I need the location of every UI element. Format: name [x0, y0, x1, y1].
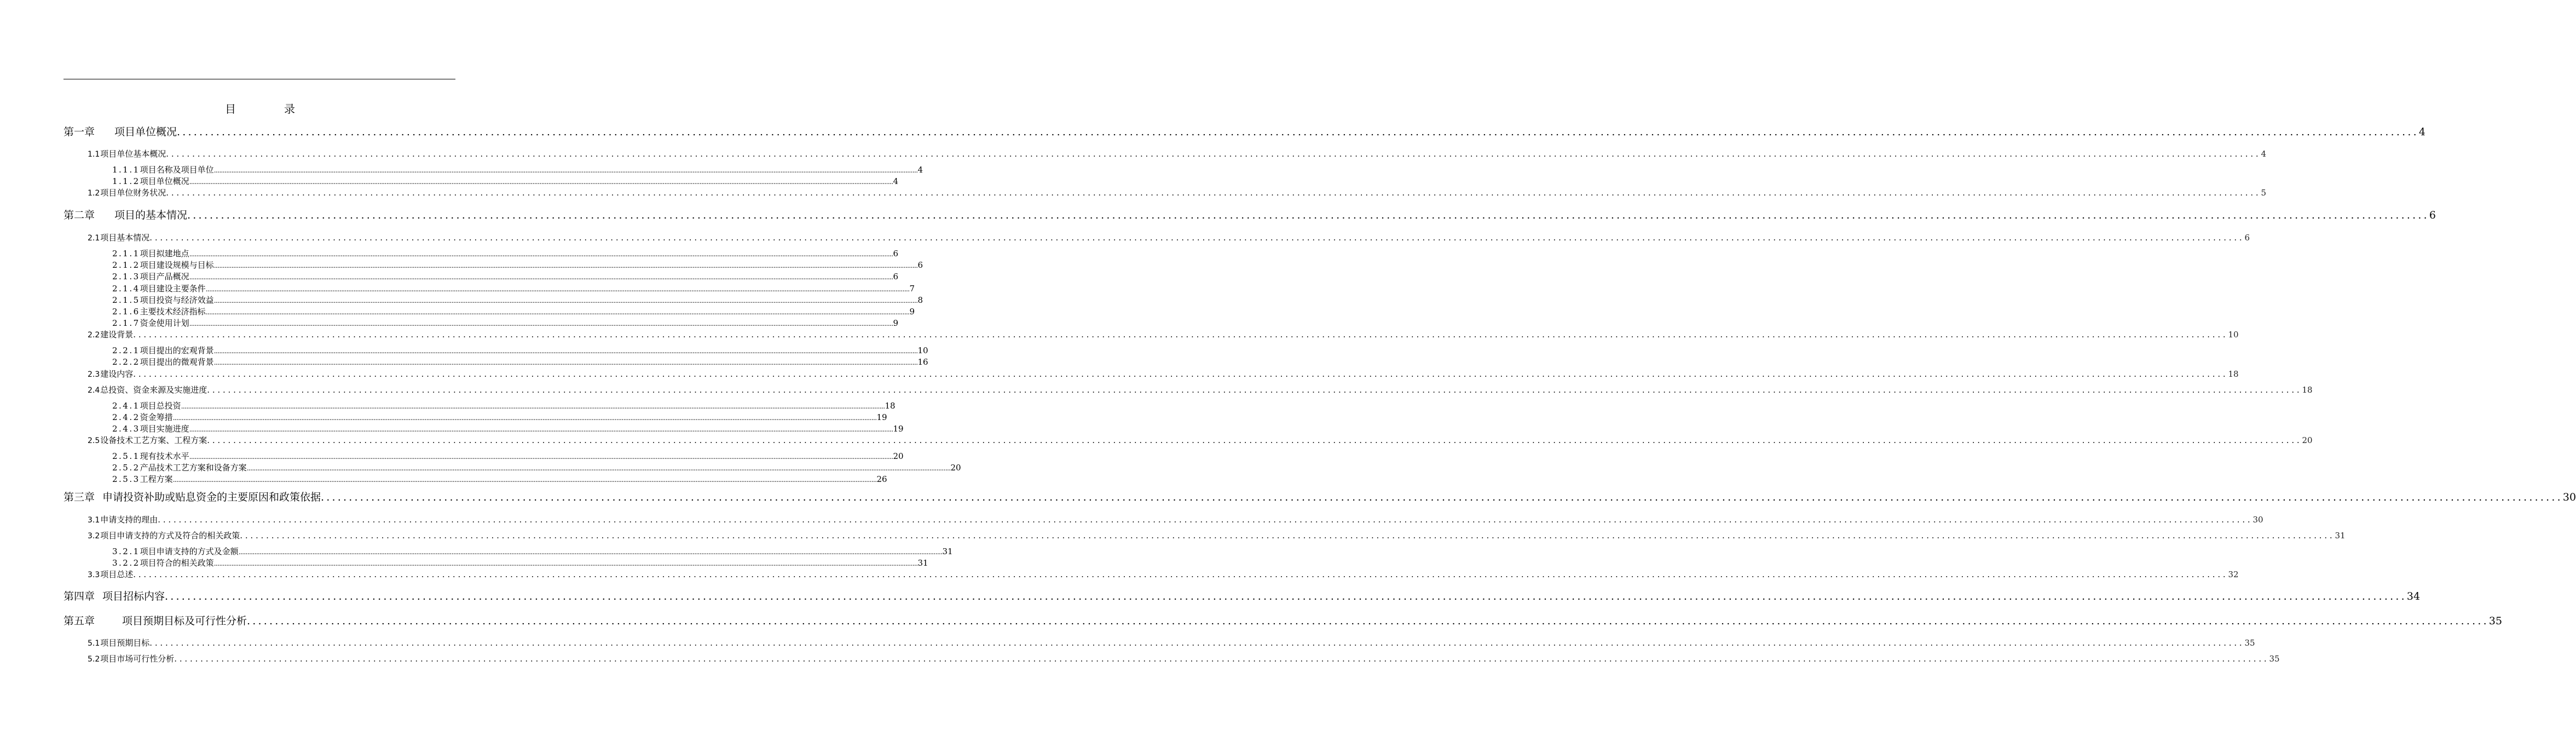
toc-leader-dots: ................................................................................................................................................................................................................................................................................................................................................................................................................ [187, 209, 2429, 221]
toc-entry-title: 项目建设主要条件 [140, 284, 206, 294]
toc-entry-number: 2.5 [88, 436, 100, 445]
toc-page-number: 7 [909, 284, 915, 294]
toc-chapter-entry[interactable] [63, 588, 2421, 603]
toc-leader-dots: ................................................................................................................................................................................................................................................................................................................................................................................................................ [177, 126, 2419, 138]
toc-subsection-entry[interactable] [112, 400, 896, 411]
toc-entry-number: 2.1.5 [112, 295, 140, 305]
toc-entry-number: 1.2 [88, 189, 100, 198]
toc-leader-dots: ................................................................................................................................................................................................................................................................................................................................................................................................................ [247, 615, 2489, 627]
toc-entry-title: 项目招标内容 [102, 590, 165, 602]
toc-entry-number: 3.2.2 [112, 558, 140, 568]
toc-page-number: 30 [2252, 515, 2263, 525]
toc-chapter-entry[interactable] [63, 207, 2436, 222]
toc-entry-number: 1.1.1 [112, 165, 140, 175]
toc-page-number: 5 [2261, 188, 2267, 198]
toc-entry-number: 3.3 [88, 571, 100, 579]
toc-entry-title: 项目预期目标及可行性分析 [122, 615, 247, 627]
toc-leader-dots: ................................................................................................................................................................................................................................................................................................................................................................................................................ [238, 548, 943, 556]
toc-entry-number: 5.1 [88, 639, 100, 648]
toc-section-entry[interactable] [88, 232, 2250, 243]
toc-page-number: 6 [2429, 209, 2436, 221]
toc-entry-title: 项目基本情况 [100, 233, 150, 243]
toc-entry-title: 项目预期目标 [100, 638, 150, 648]
toc-page-number: 30 [2562, 491, 2576, 503]
toc-entry-number: 第五章 [63, 615, 95, 627]
toc-leader-dots: ................................................................................................................................................................................................................................................................................................................................................................................................................ [133, 369, 2228, 379]
toc-page-number: 31 [942, 547, 953, 556]
toc-leader-dots: ................................................................................................................................................................................................................................................................................................................................................................................................................ [174, 654, 2269, 664]
toc-leader-dots: ................................................................................................................................................................................................................................................................................................................................................................................................................ [166, 149, 2261, 159]
toc-entry-title: 申请投资补助或贴息资金的主要原因和政策依据 [102, 491, 321, 503]
toc-subsection-entry[interactable] [112, 356, 928, 367]
toc-leader-dots: ................................................................................................................................................................................................................................................................................................................................................................................................................ [172, 414, 877, 422]
toc-subsection-entry[interactable] [112, 344, 928, 356]
toc-entry-number: 3.1 [88, 516, 100, 525]
toc-entry-title: 项目投资与经济效益 [140, 295, 214, 305]
toc-subsection-entry[interactable] [112, 248, 899, 259]
toc-section-entry[interactable] [88, 187, 2267, 198]
toc-leader-dots: ................................................................................................................................................................................................................................................................................................................................................................................................................ [172, 476, 877, 484]
toc-entry-number: 2.1.6 [112, 307, 140, 317]
toc-entry-number: 2.1.3 [112, 272, 140, 281]
toc-page-number: 6 [893, 249, 899, 258]
toc-subsection-entry[interactable] [112, 423, 904, 434]
toc-entry-number: 5.2 [88, 655, 100, 664]
toc-leader-dots: ................................................................................................................................................................................................................................................................................................................................................................................................................ [165, 590, 2407, 602]
toc-entry-number: 第四章 [63, 590, 95, 602]
toc-page-number: 20 [950, 463, 961, 473]
toc-leader-dots: ................................................................................................................................................................................................................................................................................................................................................................................................................ [207, 385, 2302, 395]
toc-leader-dots: ................................................................................................................................................................................................................................................................................................................................................................................................................ [189, 250, 893, 258]
toc-entry-title: 项目总投资 [140, 401, 181, 411]
toc-leader-dots: ................................................................................................................................................................................................................................................................................................................................................................................................................ [321, 491, 2563, 503]
toc-entry-number: 1.1 [88, 150, 100, 159]
toc-entry-title: 项目提出的宏观背景 [140, 346, 214, 355]
toc-entry-title: 项目单位概况 [140, 176, 189, 186]
toc-entry-number: 2.5.3 [112, 474, 140, 484]
toc-leader-dots: ................................................................................................................................................................................................................................................................................................................................................................................................................ [213, 166, 918, 174]
toc-section-entry[interactable] [88, 568, 2239, 580]
toc-page-number: 16 [917, 357, 928, 367]
toc-page-number: 35 [2244, 638, 2255, 648]
toc-subsection-entry[interactable] [112, 557, 928, 568]
toc-leader-dots: ................................................................................................................................................................................................................................................................................................................................................................................................................ [213, 359, 918, 366]
toc-entry-title: 项目拟建地点 [140, 249, 189, 258]
toc-entry-title: 项目产品概况 [140, 272, 189, 281]
toc-subsection-entry[interactable] [112, 306, 915, 317]
toc-page-number: 4 [2261, 149, 2267, 159]
toc-subsection-entry[interactable] [112, 294, 923, 306]
toc-entry-number: 2.1.1 [112, 249, 140, 258]
toc-entry-number: 第二章 [63, 209, 95, 221]
toc-entry-number: 2.3 [88, 370, 100, 379]
toc-page-number: 19 [893, 424, 904, 434]
toc-entry-title: 建设内容 [100, 369, 134, 379]
toc-section-entry[interactable] [88, 653, 2280, 664]
toc-section-entry[interactable] [88, 514, 2263, 525]
toc-entry-number: 第三章 [63, 491, 95, 503]
toc-entry-number: 3.2.1 [112, 547, 140, 556]
toc-leader-dots: ................................................................................................................................................................................................................................................................................................................................................................................................................ [189, 273, 893, 281]
toc-entry-number: 2.1.7 [112, 318, 140, 328]
toc-leader-dots: ................................................................................................................................................................................................................................................................................................................................................................................................................ [246, 464, 951, 472]
toc-leader-dots: ................................................................................................................................................................................................................................................................................................................................................................................................................ [207, 435, 2302, 445]
toc-entry-title: 项目实施进度 [140, 424, 189, 434]
toc-entry-number: 2.1.2 [112, 260, 140, 270]
toc-subsection-entry[interactable] [112, 317, 899, 329]
toc-entry-number: 2.1.4 [112, 284, 140, 294]
toc-page-number: 4 [2418, 126, 2425, 138]
toc-entry-number: 2.1 [88, 234, 100, 243]
toc-chapter-entry[interactable] [63, 613, 2503, 628]
toc-entry-number: 2.2.1 [112, 346, 140, 355]
toc-leader-dots: ................................................................................................................................................................................................................................................................................................................................................................................................................ [158, 515, 2253, 525]
toc-leader-dots: ................................................................................................................................................................................................................................................................................................................................................................................................................ [149, 233, 2245, 243]
toc-entry-title: 项目名称及项目单位 [140, 165, 214, 175]
toc-page-number: 9 [893, 318, 899, 328]
toc-subsection-entry[interactable] [112, 283, 915, 294]
toc-entry-title: 项目总述 [100, 570, 134, 579]
toc-entry-number: 2.4.2 [112, 412, 140, 422]
toc-entry-title: 申请支持的理由 [100, 515, 158, 525]
toc-page-number: 26 [876, 474, 887, 484]
toc-page-number: 9 [909, 307, 915, 317]
toc-section-entry[interactable] [88, 368, 2239, 380]
toc-leader-dots: ................................................................................................................................................................................................................................................................................................................................................................................................................ [213, 560, 918, 567]
toc-section-entry[interactable] [88, 434, 2313, 446]
toc-page-number: 35 [2269, 654, 2280, 664]
toc-leader-dots: ................................................................................................................................................................................................................................................................................................................................................................................................................ [205, 285, 910, 293]
toc-title: 目 录 [225, 102, 314, 116]
toc-entry-title: 项目单位基本概况 [100, 149, 166, 159]
toc-entry-number: 2.2.2 [112, 357, 140, 367]
toc-entry-title: 项目建设规模与目标 [140, 260, 214, 270]
toc-subsection-entry[interactable] [112, 545, 953, 557]
toc-leader-dots: ................................................................................................................................................................................................................................................................................................................................................................................................................ [189, 426, 893, 433]
toc-page-number: 20 [2302, 435, 2313, 445]
toc-leader-dots: ................................................................................................................................................................................................................................................................................................................................................................................................................ [189, 178, 893, 186]
toc-page-number: 6 [893, 272, 899, 281]
toc-entry-title: 建设背景 [100, 330, 134, 340]
toc-entry-title: 现有技术水平 [140, 451, 189, 461]
toc-subsection-entry[interactable] [112, 175, 899, 187]
toc-page-number: 19 [876, 412, 887, 422]
toc-chapter-entry[interactable] [63, 124, 2425, 139]
toc-entry-title: 总投资、资金来源及实施进度 [100, 385, 207, 395]
toc-subsection-entry[interactable] [112, 259, 923, 271]
toc-entry-title: 工程方案 [140, 474, 173, 484]
toc-entry-title: 主要技术经济指标 [140, 307, 206, 317]
toc-entry-title: 设备技术工艺方案、工程方案 [100, 435, 207, 445]
toc-entry-title: 项目申请支持的方式及符合的相关政策 [100, 531, 240, 540]
toc-leader-dots: ................................................................................................................................................................................................................................................................................................................................................................................................................ [240, 531, 2335, 540]
toc-leader-dots: ................................................................................................................................................................................................................................................................................................................................................................................................................ [205, 308, 910, 316]
toc-entry-title: 项目单位概况 [114, 126, 177, 138]
toc-entry-number: 2.2 [88, 331, 100, 340]
toc-page-number: 20 [893, 451, 904, 461]
toc-entry-number: 2.4 [88, 386, 100, 395]
toc-entry-title: 项目符合的相关政策 [140, 558, 214, 568]
toc-page-number: 10 [917, 346, 928, 355]
toc-page-number: 6 [917, 260, 923, 270]
toc-entry-title: 项目的基本情况 [114, 209, 188, 221]
toc-leader-dots: ................................................................................................................................................................................................................................................................................................................................................................................................................ [149, 638, 2245, 648]
toc-page-number: 32 [2228, 570, 2239, 579]
toc-entry-title: 资金筹措 [140, 412, 173, 422]
toc-page-number: 35 [2488, 615, 2503, 627]
toc-section-entry[interactable] [88, 637, 2255, 648]
toc-page-number: 8 [917, 295, 923, 305]
toc-page-number: 31 [917, 558, 928, 568]
toc-entry-title: 资金使用计划 [140, 318, 189, 328]
toc-page-number: 31 [2335, 531, 2346, 540]
toc-section-entry[interactable] [88, 384, 2313, 395]
toc-entry-number: 2.4.1 [112, 401, 140, 411]
toc-leader-dots: ................................................................................................................................................................................................................................................................................................................................................................................................................ [213, 297, 918, 304]
toc-leader-dots: ................................................................................................................................................................................................................................................................................................................................................................................................................ [213, 347, 918, 355]
toc-section-entry[interactable] [88, 530, 2346, 541]
toc-page-number: 4 [917, 165, 923, 175]
toc-section-entry[interactable] [88, 148, 2267, 159]
toc-subsection-entry[interactable] [112, 271, 899, 282]
toc-entry-number: 2.4.3 [112, 424, 140, 434]
toc-page-number: 4 [893, 176, 899, 186]
toc-leader-dots: ................................................................................................................................................................................................................................................................................................................................................................................................................ [166, 188, 2261, 198]
toc-chapter-entry[interactable] [63, 489, 2576, 504]
toc-entry-title: 项目申请支持的方式及金额 [140, 547, 239, 556]
toc-entry-title: 项目提出的微观背景 [140, 357, 214, 367]
toc-leader-dots: ................................................................................................................................................................................................................................................................................................................................................................................................................ [181, 403, 885, 410]
toc-entry-title: 产品技术工艺方案和设备方案 [140, 463, 247, 473]
toc-leader-dots: ................................................................................................................................................................................................................................................................................................................................................................................................................ [213, 262, 918, 269]
toc-leader-dots: ................................................................................................................................................................................................................................................................................................................................................................................................................ [189, 320, 893, 327]
toc-entry-title: 项目单位财务状况 [100, 188, 166, 198]
toc-leader-dots: ................................................................................................................................................................................................................................................................................................................................................................................................................ [133, 330, 2228, 340]
toc-page-number: 18 [2228, 369, 2239, 379]
toc-subsection-entry[interactable] [112, 473, 887, 485]
toc-entry-number: 第一章 [63, 126, 95, 138]
toc-subsection-entry[interactable] [112, 450, 904, 462]
toc-page-number: 34 [2406, 590, 2421, 602]
toc-entry-number: 3.2 [88, 532, 100, 540]
toc-section-entry[interactable] [88, 329, 2239, 340]
toc-entry-number: 2.5.1 [112, 451, 140, 461]
toc-entry-title: 项目市场可行性分析 [100, 654, 175, 664]
toc-page-number: 18 [2302, 385, 2313, 395]
toc-entry-number: 2.5.2 [112, 463, 140, 473]
toc-leader-dots: ................................................................................................................................................................................................................................................................................................................................................................................................................ [133, 570, 2228, 579]
toc-subsection-entry[interactable] [112, 462, 961, 473]
toc-entry-number: 1.1.2 [112, 176, 140, 186]
toc-page-number: 10 [2228, 330, 2239, 340]
toc-subsection-entry[interactable] [112, 164, 923, 175]
toc-page-number: 6 [2244, 233, 2250, 243]
toc-subsection-entry[interactable] [112, 411, 887, 423]
toc-leader-dots: ................................................................................................................................................................................................................................................................................................................................................................................................................ [189, 453, 893, 461]
toc-page-number: 18 [885, 401, 896, 411]
